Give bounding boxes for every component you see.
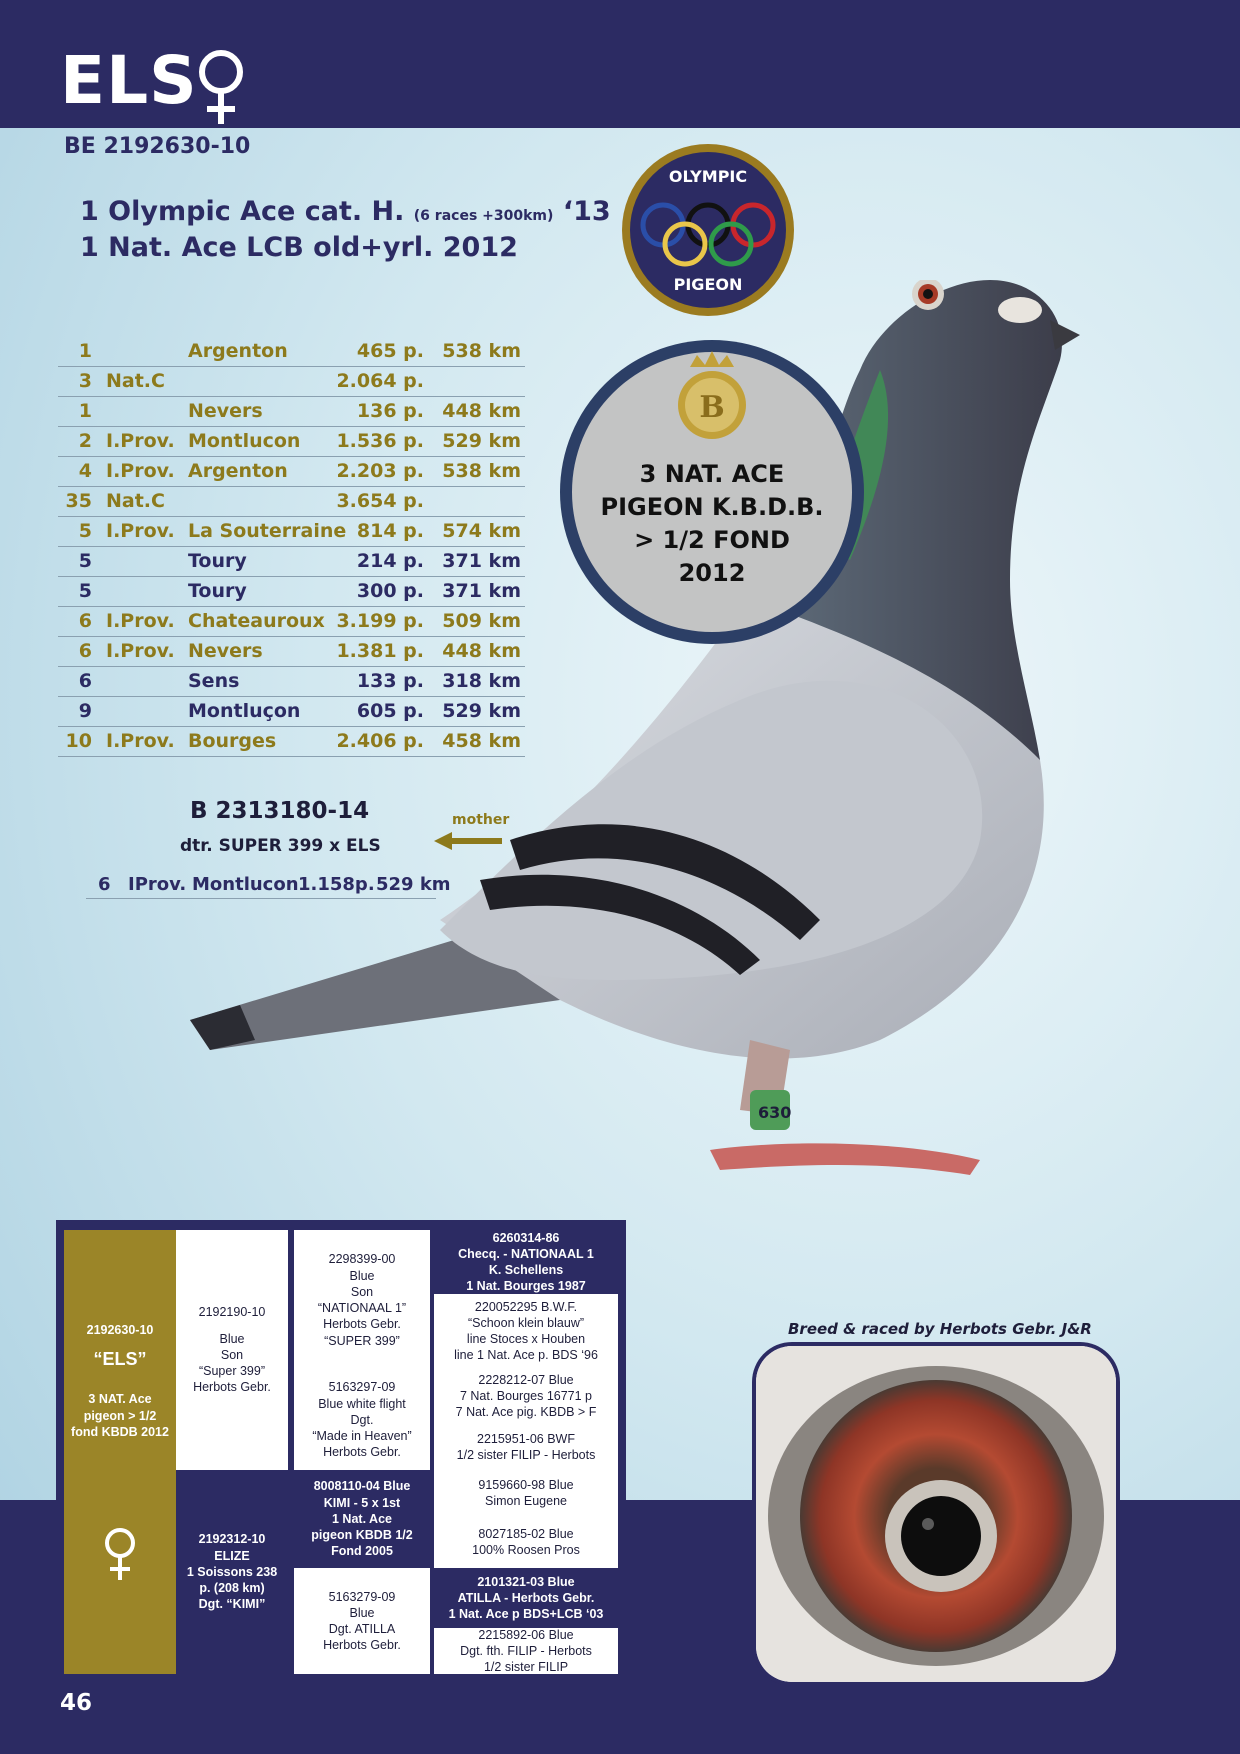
wing-band-text: 630 — [758, 1103, 792, 1122]
olympic-badge-top-text: OLYMPIC — [668, 167, 748, 186]
result-place: 6 — [78, 640, 92, 662]
olympic-pigeon-badge — [618, 140, 798, 320]
result-row — [58, 547, 525, 577]
result-distance: 318 km — [442, 670, 521, 692]
pedigree-chart — [56, 1220, 626, 1684]
kbdb-line-2: PIGEON K.B.D.B. — [600, 493, 824, 521]
ped-subject-desc: pigeon > 1/2 — [83, 1408, 157, 1423]
ped-subject-desc: fond KBDB 2012 — [71, 1424, 169, 1439]
result-distance: 538 km — [442, 340, 521, 362]
ped-mff-line: Simon Eugene — [484, 1494, 567, 1508]
child-description: dtr. SUPER 399 x ELS — [180, 836, 381, 856]
ped-ff — [294, 1230, 430, 1370]
kbdb-line-1: 3 NAT. ACE — [639, 460, 785, 488]
result-row — [58, 667, 525, 697]
result-birds: 605 p. — [356, 700, 424, 722]
ped-father — [176, 1230, 288, 1470]
result-place: 2 — [78, 430, 92, 452]
ped-mf-line: pigeon KBDB 1/2 — [311, 1528, 413, 1543]
result-distance: 458 km — [442, 730, 521, 752]
ring-number: BE 2192630-10 — [64, 134, 251, 159]
result-level: I.Prov. — [106, 730, 175, 752]
results-table — [58, 337, 525, 757]
ped-mmm-line: 2215892-06 Blue — [478, 1627, 574, 1642]
result-row — [58, 457, 525, 487]
child-result-row — [86, 872, 451, 899]
result-row — [58, 577, 525, 607]
result-row — [58, 337, 525, 367]
ped-father-line: Son — [220, 1347, 244, 1362]
result-race: Bourges — [188, 730, 277, 752]
result-race: Toury — [188, 580, 247, 602]
result-level: I.Prov. — [106, 520, 175, 542]
result-birds: 3.199 p. — [336, 610, 424, 632]
child-result-place: 6 — [98, 874, 111, 895]
ped-mf-line: Fond 2005 — [331, 1544, 393, 1559]
result-race: Montluçon — [188, 700, 301, 722]
ped-fmm-line: 1/2 sister FILIP - Herbots — [456, 1448, 596, 1462]
result-birds: 465 p. — [356, 340, 424, 362]
result-level: Nat.C — [106, 490, 165, 512]
ped-fmm — [434, 1424, 618, 1470]
ped-ffm-line: “Schoon klein blauw” — [467, 1315, 585, 1330]
ped-mother-line: Dgt. “KIMI” — [198, 1597, 266, 1612]
ped-mother-line: 2192312-10 — [198, 1532, 266, 1547]
result-distance: 529 km — [442, 700, 521, 722]
ped-father-line: Blue — [219, 1331, 245, 1346]
ped-mf-line: KIMI - 5 x 1st — [323, 1495, 401, 1510]
result-row — [58, 517, 525, 547]
result-race: Toury — [188, 550, 247, 572]
ped-mother-line: p. (208 km) — [199, 1581, 265, 1596]
ped-subject — [64, 1230, 176, 1674]
ped-mmm-line: Dgt. fth. FILIP - Herbots — [460, 1643, 592, 1658]
ped-mfm-line: 100% Roosen Pros — [472, 1543, 580, 1557]
result-place: 5 — [78, 580, 92, 602]
result-row — [58, 367, 525, 397]
result-distance: 509 km — [442, 610, 521, 632]
result-row — [58, 637, 525, 667]
page-number: 46 — [60, 1690, 93, 1716]
result-race: Montlucon — [188, 430, 301, 452]
ped-mmf — [434, 1568, 618, 1628]
female-symbol-icon — [188, 48, 254, 128]
ped-mm — [294, 1568, 430, 1674]
ped-mm-line: Dgt. ATILLA — [328, 1622, 396, 1636]
result-place: 9 — [78, 700, 92, 722]
ped-ff-line: Herbots Gebr. — [323, 1317, 401, 1332]
ped-fmf-line: 7 Nat. Bourges 16771 p — [459, 1388, 593, 1403]
result-distance: 529 km — [442, 430, 521, 452]
result-place: 5 — [78, 550, 92, 572]
ped-ffm-line: 220052295 B.W.F. — [474, 1299, 578, 1314]
kbdb-line-3: > 1/2 FOND — [634, 526, 790, 554]
child-result-distance: 529 km — [376, 874, 451, 895]
result-place: 3 — [78, 370, 92, 392]
ped-mmf-line: 2101321-03 Blue — [477, 1574, 575, 1589]
ped-fmf — [434, 1368, 618, 1424]
result-place: 10 — [65, 730, 92, 752]
result-row — [58, 487, 525, 517]
result-race: Nevers — [188, 400, 263, 422]
ped-mff-line: 9159660-98 Blue — [478, 1477, 574, 1492]
arrow-left-icon — [432, 830, 504, 852]
child-result-birds: 1.158p. — [298, 874, 375, 895]
kbdb-ace-badge — [557, 337, 867, 647]
result-level: I.Prov. — [106, 460, 175, 482]
ped-fff-line: K. Schellens — [488, 1263, 564, 1277]
pigeon-name: ELS — [60, 42, 198, 119]
result-distance: 574 km — [442, 520, 521, 542]
ped-ff-line: Son — [350, 1284, 374, 1299]
result-row — [58, 427, 525, 457]
ped-fm — [294, 1370, 430, 1470]
result-distance: 371 km — [442, 580, 521, 602]
ped-subject-desc: 3 NAT. Ace — [88, 1392, 152, 1407]
kbdb-line-4: 2012 — [678, 559, 746, 587]
ped-fff-line: Checq. - NATIONAAL 1 — [458, 1246, 594, 1261]
result-race: Chateauroux — [188, 610, 325, 632]
ped-ffm-line: line Stoces x Houben — [466, 1332, 586, 1346]
ped-mmf-line: ATILLA - Herbots Gebr. — [457, 1590, 595, 1605]
result-row — [58, 727, 525, 757]
result-race: Sens — [188, 670, 240, 692]
ped-fm-line: 5163297-09 — [328, 1380, 396, 1395]
result-distance: 371 km — [442, 550, 521, 572]
result-race: La Souterraine — [188, 520, 347, 542]
breeder-credit: Breed & raced by Herbots Gebr. J&R — [788, 1320, 1092, 1338]
result-birds: 1.536 p. — [336, 430, 424, 452]
ped-subject-ring: 2192630-10 — [86, 1322, 154, 1337]
ped-subject-name: “ELS” — [93, 1349, 147, 1370]
child-ring: B 2313180-14 — [190, 798, 370, 824]
ped-mmm — [434, 1628, 618, 1674]
ped-ffm — [434, 1294, 618, 1368]
ped-fm-line: Dgt. — [350, 1412, 374, 1427]
result-place: 1 — [78, 340, 92, 362]
result-birds: 3.654 p. — [336, 490, 424, 512]
result-race: Argenton — [188, 340, 288, 362]
result-birds: 1.381 p. — [336, 640, 424, 662]
eye-photo-frame — [756, 1346, 1116, 1682]
eye-photo — [756, 1346, 1116, 1682]
ped-fmm-line: 2215951-06 BWF — [477, 1431, 575, 1446]
ped-fmf-line: 7 Nat. Ace pig. KBDB > F — [455, 1405, 597, 1420]
ped-mfm — [434, 1516, 618, 1568]
result-row — [58, 697, 525, 727]
ped-father-line: “Super 399” — [198, 1364, 265, 1379]
result-place: 35 — [65, 490, 92, 512]
ped-mf-line: 1 Nat. Ace — [332, 1511, 392, 1526]
result-birds: 133 p. — [356, 670, 424, 692]
result-level: I.Prov. — [106, 610, 175, 632]
ped-mmf-line: 1 Nat. Ace p BDS+LCB ‘03 — [448, 1607, 604, 1622]
result-row — [58, 607, 525, 637]
result-row — [58, 397, 525, 427]
ped-mother-line: 1 Soissons 238 — [186, 1564, 278, 1579]
child-result-race: Montlucon — [192, 874, 299, 895]
result-place: 4 — [78, 460, 92, 482]
ped-fm-line: Blue white flight — [318, 1396, 406, 1411]
result-race: Nevers — [188, 640, 263, 662]
ped-mother — [176, 1470, 288, 1674]
ped-father-line: 2192190-10 — [198, 1305, 266, 1320]
result-birds: 300 p. — [356, 580, 424, 602]
headline-olympic-ace: 1 Olympic Ace cat. H. (6 races +300km) ‘13 — [80, 196, 611, 227]
ped-ff-line: 2298399-00 — [328, 1252, 396, 1267]
result-distance: 538 km — [442, 460, 521, 482]
result-place: 5 — [78, 520, 92, 542]
result-level: I.Prov. — [106, 640, 175, 662]
result-birds: 2.203 p. — [336, 460, 424, 482]
ped-ff-line: “NATIONAAL 1” — [317, 1301, 407, 1315]
headline-nat-ace: 1 Nat. Ace LCB old+yrl. 2012 — [80, 232, 518, 263]
ped-mfm-line: 8027185-02 Blue — [478, 1526, 574, 1541]
olympic-badge-bottom-text: PIGEON — [673, 275, 743, 294]
ped-mm-line: Herbots Gebr. — [323, 1638, 401, 1653]
ped-ff-line: “SUPER 399” — [324, 1333, 400, 1348]
ped-mother-line: ELIZE — [214, 1548, 250, 1563]
result-race: Argenton — [188, 460, 288, 482]
result-birds: 2.406 p. — [336, 730, 424, 752]
ped-ffm-line: line 1 Nat. Ace p. BDS ‘96 — [454, 1348, 598, 1363]
result-place: 6 — [78, 670, 92, 692]
result-level: I.Prov. — [106, 430, 175, 452]
ped-mmm-line: 1/2 sister FILIP — [483, 1660, 569, 1675]
female-symbol-icon — [98, 1526, 142, 1582]
ped-fff — [434, 1230, 618, 1294]
ped-mf — [294, 1470, 430, 1568]
result-birds: 2.064 p. — [336, 370, 424, 392]
ped-fm-line: “Made in Heaven” — [312, 1429, 412, 1444]
result-place: 6 — [78, 610, 92, 632]
ped-fff-line: 1 Nat. Bourges 1987 — [466, 1279, 586, 1294]
child-result-level: IProv. — [128, 874, 187, 895]
ped-ff-line: Blue — [349, 1268, 375, 1283]
result-distance: 448 km — [442, 640, 521, 662]
result-level: Nat.C — [106, 370, 165, 392]
ped-mf-line: 8008110-04 Blue — [313, 1479, 411, 1494]
result-distance: 448 km — [442, 400, 521, 422]
result-birds: 814 p. — [356, 520, 424, 542]
result-birds: 214 p. — [356, 550, 424, 572]
kbdb-logo-letter: B — [699, 390, 725, 425]
ped-fm-line: Herbots Gebr. — [323, 1445, 401, 1460]
ped-mff — [434, 1470, 618, 1516]
ped-mm-line: 5163279-09 — [328, 1589, 396, 1604]
mother-label: mother — [452, 812, 510, 828]
result-place: 1 — [78, 400, 92, 422]
ped-father-line: Herbots Gebr. — [193, 1380, 271, 1395]
result-birds: 136 p. — [356, 400, 424, 422]
ped-fmf-line: 2228212-07 Blue — [478, 1372, 574, 1387]
ped-mm-line: Blue — [349, 1605, 375, 1620]
ped-fff-line: 6260314-86 — [492, 1230, 560, 1245]
